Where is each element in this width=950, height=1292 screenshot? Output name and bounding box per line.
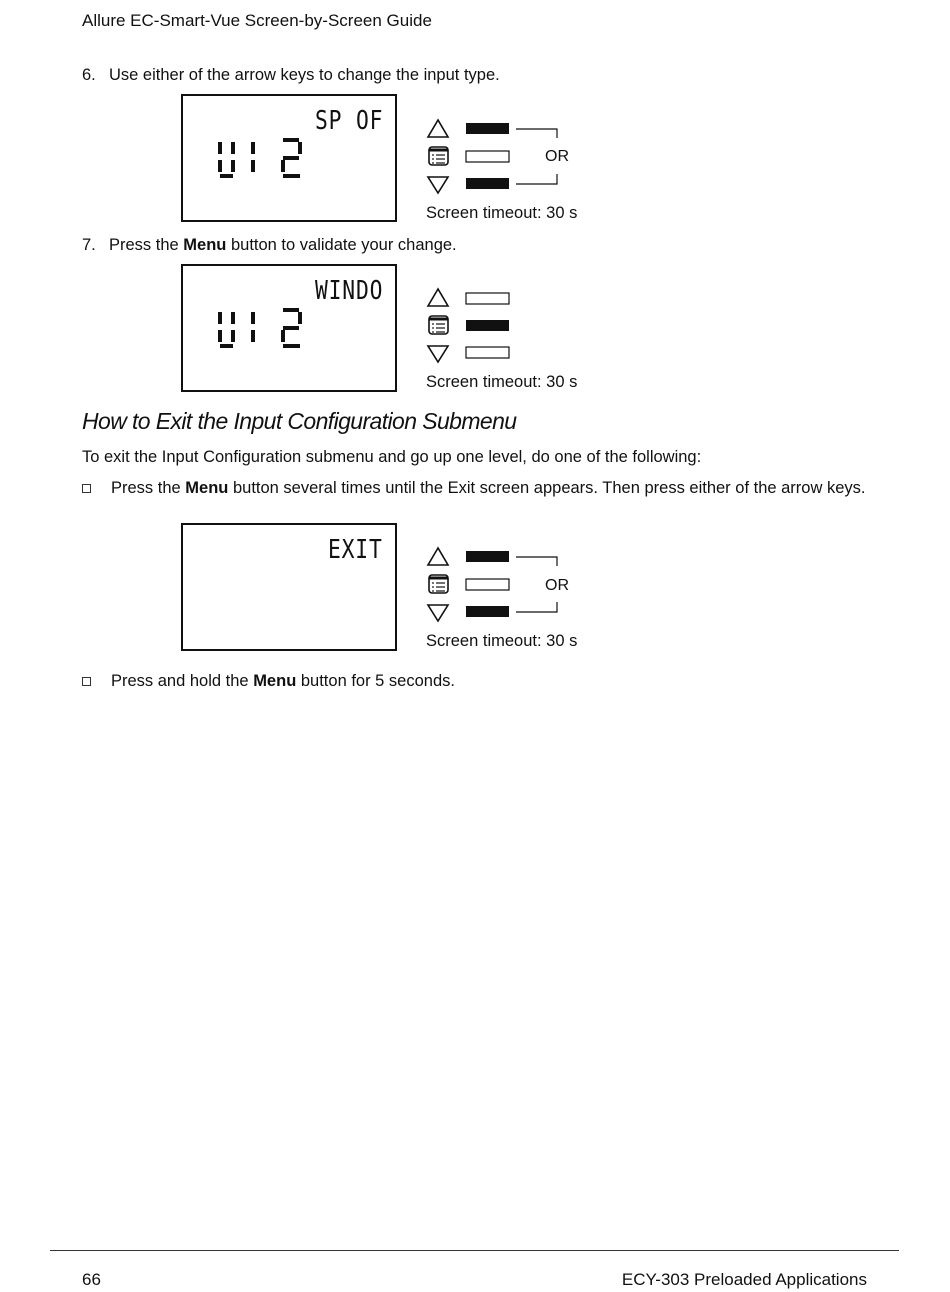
page-number: 66 <box>82 1270 101 1289</box>
menu-bold-text: Menu <box>183 236 227 254</box>
up-arrow-icon <box>428 289 448 306</box>
menu-key-indicator <box>466 320 509 331</box>
lcd-label: WINDO <box>314 276 383 306</box>
menu-bold-text: Menu <box>185 479 229 497</box>
lcd-label: SP OF <box>314 106 383 136</box>
menu-icon <box>429 147 448 165</box>
down-key-indicator <box>466 347 509 358</box>
bullet-square-icon <box>82 484 91 493</box>
bullet-square-icon <box>82 677 91 686</box>
lcd-screen-windo <box>181 264 397 392</box>
footer-doc-title: ECY-303 Preloaded Applications <box>621 1270 867 1289</box>
section-intro: To exit the Input Configuration submenu and go up one level, do one of the following: <box>82 448 702 466</box>
step-text-after: button to validate your change. <box>226 236 457 254</box>
bullet-text <box>111 479 881 497</box>
step-number: 7. <box>82 236 96 254</box>
screen-timeout: Screen timeout: 30 s <box>426 204 578 222</box>
footer-divider <box>50 1250 899 1251</box>
screen-timeout: Screen timeout: 30 s <box>426 373 578 391</box>
or-label: OR <box>545 148 569 165</box>
up-arrow-icon <box>428 548 448 565</box>
bullet-text-before: Press and hold the <box>111 672 254 690</box>
step-number: 6. <box>82 66 96 84</box>
bullet-item <box>82 672 882 694</box>
page-header-title: Allure EC-Smart-Vue Screen-by-Screen Guide <box>82 11 432 30</box>
screen-timeout: Screen timeout: 30 s <box>426 632 578 650</box>
bullet-text-before: Press the <box>111 479 186 497</box>
down-arrow-icon <box>428 177 448 193</box>
step-text: Use either of the arrow keys to change the input type. <box>109 66 500 84</box>
menu-icon <box>429 316 448 334</box>
bullet-text <box>111 672 881 690</box>
up-key-indicator <box>466 123 509 134</box>
lcd-label: EXIT <box>328 535 383 565</box>
step-text-before: Press the <box>109 236 184 254</box>
section-heading: How to Exit the Input Configuration Submenu <box>82 408 517 434</box>
bullet-text-after: button for 5 seconds. <box>296 672 455 690</box>
menu-bold-text: Menu <box>253 672 297 690</box>
menu-icon <box>429 575 448 593</box>
down-key-indicator <box>466 606 509 617</box>
down-key-indicator <box>466 178 509 189</box>
up-key-indicator <box>466 551 509 562</box>
step-6 <box>82 66 500 85</box>
lcd-screen-exit <box>181 523 397 651</box>
or-label: OR <box>545 577 569 594</box>
down-arrow-icon <box>428 605 448 621</box>
down-arrow-icon <box>428 346 448 362</box>
up-arrow-icon <box>428 120 448 137</box>
up-key-indicator <box>466 293 509 304</box>
lcd-screen-sp-of <box>181 94 397 222</box>
bullet-item <box>82 479 882 519</box>
step-7 <box>82 236 457 255</box>
bullet-text-after: button several times until the Exit screen appears. Then press either of the arrow keys. <box>228 479 866 497</box>
menu-key-indicator <box>466 151 509 162</box>
menu-key-indicator <box>466 579 509 590</box>
